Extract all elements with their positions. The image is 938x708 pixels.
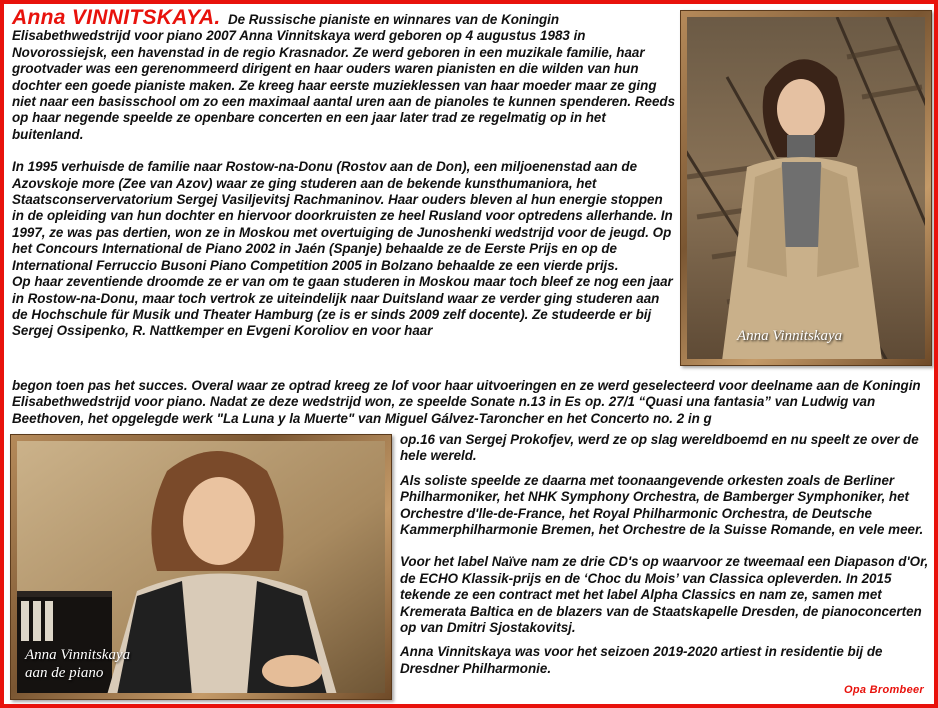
page-title: Anna VINNITSKAYA.	[12, 6, 221, 29]
paragraph-3-start: Op haar zeventiende droomde ze er van om te gaan studeren in Moskou maar toch bleef ze nog een jaar in Rostow-na-Donu, maar toch vertrok ze uiteindelijk naar Duitsland waar ze verder ging studeren aan de Hochschule für Musik und Theater Hamburg (ze is er sinds 2009 zelf docente). Ze studeerde er bij Sergej Ossipenko, R. Nattkemper en Evgeni Koroliov en voor haar	[12, 274, 673, 339]
text-block-top	[12, 6, 676, 340]
photo-bottom-frame	[10, 434, 392, 700]
photo-bottom-caption-line2: aan de piano	[25, 665, 104, 681]
paragraph-3-end: op.16 van Sergej Prokofjev, werd ze op slag wereldboemd en nu speelt ze over de hele wereld.	[400, 432, 919, 464]
intro-paragraph	[12, 6, 676, 143]
signature: Opa Brombeer	[843, 683, 924, 696]
paragraph-4: Als soliste speelde ze daarna met toonaangevende orkesten zoals de Berliner Philharmoniker, het NHK Symphony Orchestra, de Bamberger Symphoniker, het Orchestre d'lle-de-France, het Royal Philharmonic Orchestra, de Deutsche Kammerphilharmonie Bremen, het Orchestre de la Suisse Romande, en vele meer.	[400, 472, 924, 538]
paragraph-2: In 1995 verhuisde de familie naar Rostow-na-Donu (Rostov aan de Don), een miljoenenstad aan de Azovskoje more (Zee van Azov) waar ze ging studeren aan de bekende kunsthumaniora, het Staatsconservervatorium Sergej Vasiljevitsj Rachmaninov. Haar ouders bleven al hun energie stoppen in de opleiding van hun dochter en hiervoor doorkruisten ze heel Rusland voor optredens allerhande. In 1997, ze was pas dertien, won ze in Moskou met overtuiging de Junoshenki wedstrijd voor de jeugd. Op het Concours International de Piano 2002 in Jaén (Spanje) behaalde ze de Eerste Prijs en op de International Ferruccio Busoni Piano Competition 2005 in Bolzano behaalde ze een vierde prijs.	[12, 159, 673, 273]
intro-text: De Russische pianiste en winnares van de Koningin Elisabethwedstrijd voor piano 2007 Anna Vinnitskaya werd geboren op 4 augustus 1983 in Novorossiejsk, een havenstad in de regio Krasnador. Ze werd geboren in een muzikale familie, haar grootvader was een gerenommeerd dirigent en haar ouders waren pianisten en die wilden van hun dochter een goede pianiste maken. Ze kreeg haar eerste muzieklessen van haar moeder maar ze ging niet naar een basisschool om zo een maximaal aantal uren aan de pianoles te kunnen spenderen. Reeds op haar negende speelde ze openbare concerten en een jaar later trad ze regelmatig op in het buitenland.	[12, 12, 676, 142]
photo-bottom-caption-line1: Anna Vinnitskaya	[25, 647, 131, 663]
text-block-bottom	[400, 432, 930, 677]
photo-top-frame	[680, 10, 932, 366]
photo-top	[687, 17, 925, 359]
photo-bottom	[17, 441, 385, 693]
paragraph-5: Voor het label Naïve nam ze drie CD's op waarvoor ze tweemaal een Diapason d'Or, de ECHO Klassik-prijs en de ‘Choc du Mois’ van Classica opleverden. In 2015 tekende ze een contract met het label Alpha Classics en nam ze, samen met Kremerata Baltica en de blazers van de Staatskapelle Dresden, de pianoconcerten op van Dmitri Sjostakovitsj.	[400, 554, 929, 636]
paragraph-6: Anna Vinnitskaya was voor het seizoen 2019-2020 artiest in residentie bij de Dresdner Philharmonie.	[400, 644, 883, 676]
photo-top-caption: Anna Vinnitskaya	[737, 328, 843, 344]
paragraph-3-wide: begon toen pas het succes. Overal waar ze optrad kreeg ze lof voor haar uitvoeringen en ze werd geselecteerd voor deelname aan de Koningin Elisabethwedstrijd voor piano. Nadat ze deze wedstrijd won, ze speelde Sonate n.13 in Es op. 27/1 “Quasi una fantasia” van Ludwig van Beethoven, het opgelegde werk "La Luna y la Muerte" van Miguel Gálvez-Taroncher en het Concerto no. 2 in g	[12, 378, 921, 426]
photo-top-image	[687, 17, 925, 359]
text-block-wide	[12, 378, 932, 427]
